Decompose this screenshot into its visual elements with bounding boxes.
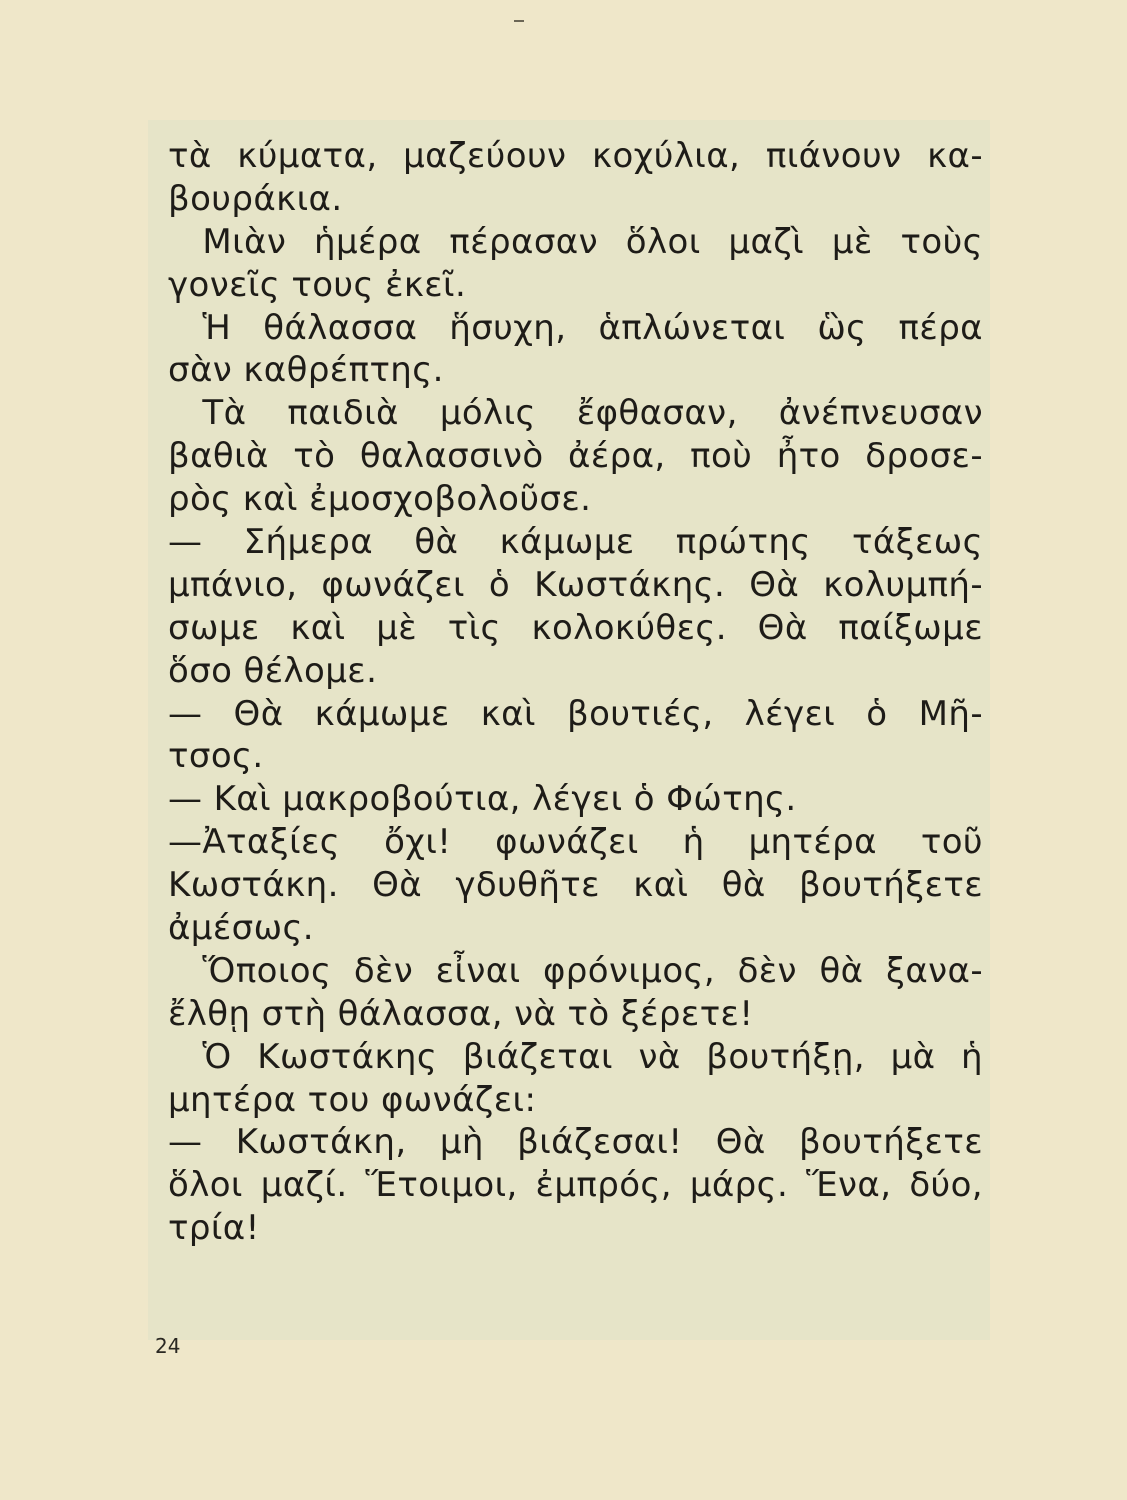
- text-line: τρία!: [168, 1208, 260, 1249]
- text-line: —Ἀταξίες ὄχι! φωνάζει ἡ μητέρα τοῦ: [168, 822, 983, 863]
- page-text: [168, 135, 983, 1250]
- text-line: Ὁ Κωστάκης βιάζεται νὰ βουτήξῃ, μὰ ἡ: [168, 1036, 983, 1077]
- text-line: σὰν καθρέπτης.: [168, 350, 444, 391]
- page-number: 24: [155, 1334, 181, 1358]
- text-line: ἔλθῃ στὴ θάλασσα, νὰ τὸ ξέρετε!: [168, 993, 754, 1034]
- text-line: Ἡ θάλασσα ἥσυχη, ἁπλώνεται ὣς πέρα: [168, 307, 983, 348]
- text-line: Κωστάκη. Θὰ γδυθῆτε καὶ θὰ βουτήξετε: [168, 865, 983, 906]
- text-line: βουράκια.: [168, 178, 343, 219]
- text-line: γονεῖς τους ἐκεῖ.: [168, 264, 467, 305]
- text-line: μητέρα του φωνάζει:: [168, 1079, 537, 1120]
- text-line: — Κωστάκη, μὴ βιάζεσαι! Θὰ βουτήξετε: [168, 1122, 983, 1163]
- text-line: — Σήμερα θὰ κάμωμε πρώτης τάξεως: [168, 522, 983, 563]
- text-line: μπάνιο, φωνάζει ὁ Κωστάκης. Θὰ κολυμπή-: [168, 564, 983, 605]
- text-line: ρὸς καὶ ἐμοσχοβολοῦσε.: [168, 479, 592, 520]
- text-line: τσος.: [168, 736, 264, 777]
- text-line: σωμε καὶ μὲ τὶς κολοκύθες. Θὰ παίξωμε: [168, 607, 983, 648]
- text-line: ὅλοι μαζί. Ἕτοιμοι, ἐμπρός, μάρς. Ἕνα, δύο,: [168, 1165, 983, 1206]
- text-line: Ὅποιος δὲν εἶναι φρόνιμος, δὲν θὰ ξανα-: [168, 950, 983, 991]
- text-line: — Καὶ μακροβούτια, λέγει ὁ Φώτης.: [168, 779, 797, 820]
- text-line: τὰ κύματα, μαζεύουν κοχύλια, πιάνουν κα-: [168, 136, 983, 176]
- scan-mark: [514, 20, 524, 22]
- text-line: — Θὰ κάμωμε καὶ βουτιές, λέγει ὁ Μῆ-: [168, 693, 983, 734]
- text-line: Τὰ παιδιὰ μόλις ἔφθασαν, ἀνέπνευσαν: [168, 393, 983, 434]
- text-line: ἀμέσως.: [168, 908, 315, 949]
- text-line: ὅσο θέλομε.: [168, 650, 378, 691]
- text-line: βαθιὰ τὸ θαλασσινὸ ἀέρα, ποὺ ἦτο δροσε-: [168, 436, 983, 477]
- text-line: Μιὰν ἡμέρα πέρασαν ὅλοι μαζὶ μὲ τοὺς: [168, 221, 983, 262]
